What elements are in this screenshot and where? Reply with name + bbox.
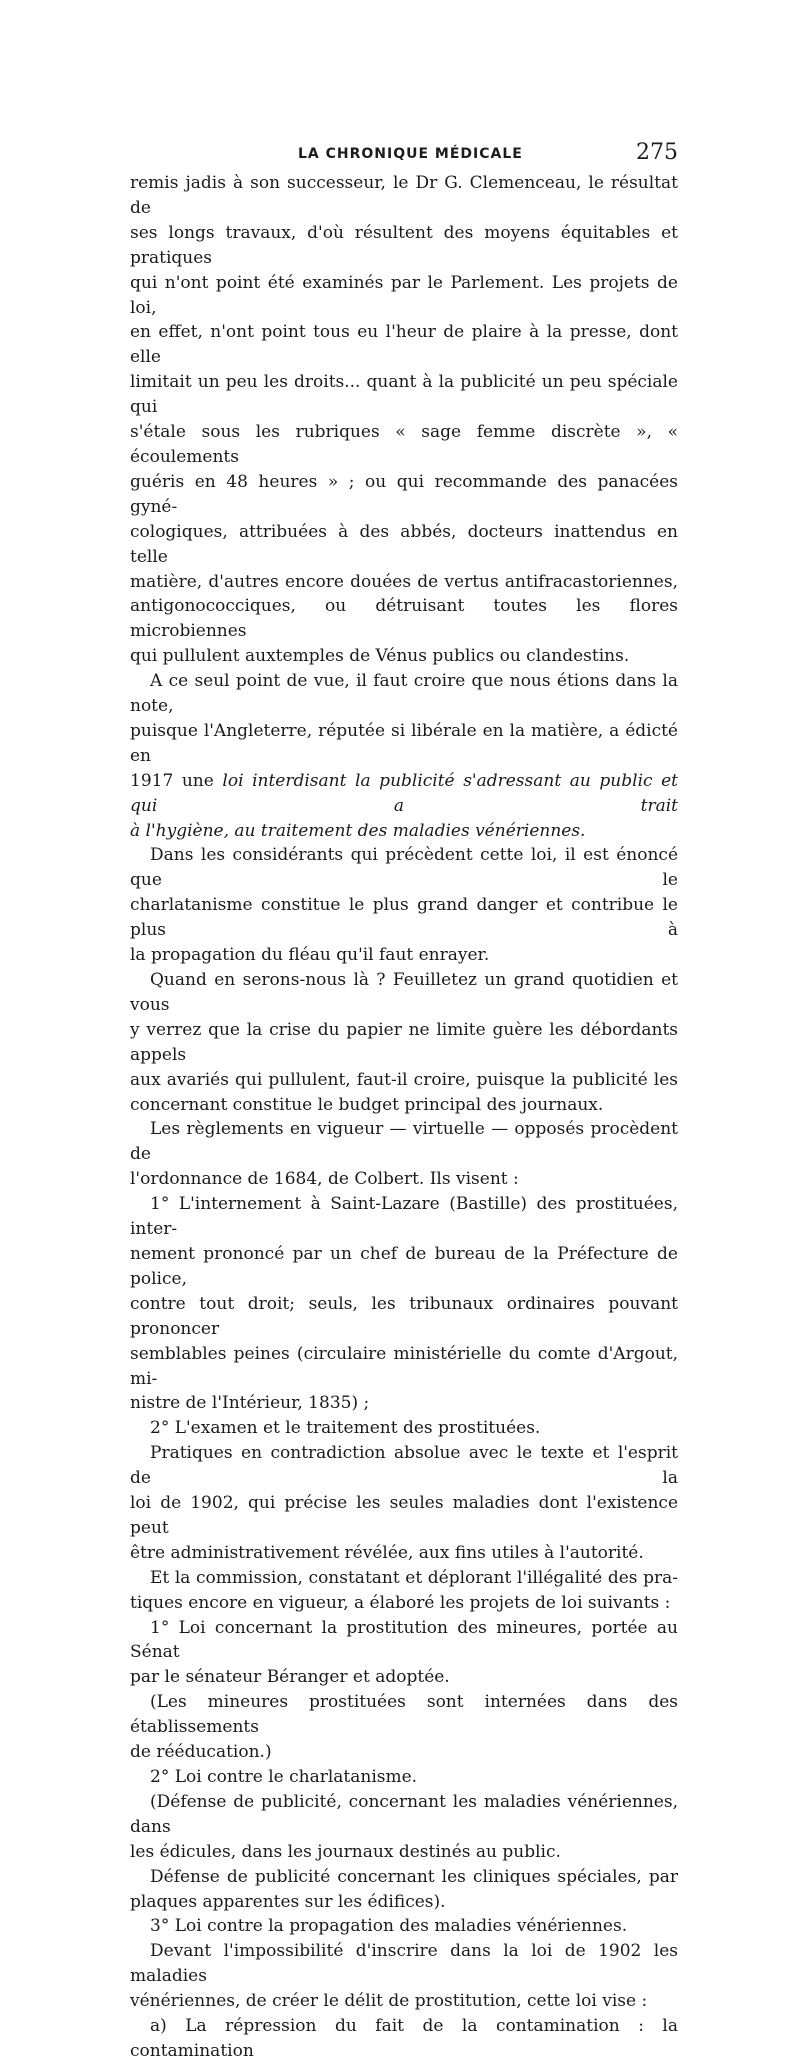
text-line: plaques apparentes sur les édifices). [130, 1891, 446, 1912]
text-line: la propagation du fléau qu'il faut enrayer. [130, 945, 490, 966]
text-line: vénériennes, de créer le délit de prostitution, cette loi vise : [130, 1991, 648, 2012]
text-line: Dans les considérants qui précèdent cette loi, il est énoncé que le [130, 845, 678, 891]
text-line: matière, d'autres encore douées de vertus antifracastoriennes, [130, 571, 678, 592]
text-body [130, 171, 678, 2064]
text-line: antigonococciques, ou détruisant toutes les flores microbiennes [130, 596, 678, 642]
text-line: de rééducation.) [130, 1742, 272, 1763]
text-line: Et la commission, constatant et déplorant l'illégalité des pra- [150, 1567, 678, 1588]
text-line: ses longs travaux, d'où résultent des moyens équitables et pratiques [130, 222, 678, 268]
text-line: loi de 1902, qui précise les seules maladies dont l'existence peut [130, 1493, 678, 1538]
text-line: aux avariés qui pullulent, faut-il croire, puisque la publicité les [130, 1069, 678, 1090]
text-line: Devant l'impossibilité d'inscrire dans la loi de 1902 les maladies [130, 1941, 678, 1987]
text-line: 2° Loi contre le charlatanisme. [150, 1767, 418, 1787]
text-line: concernant constitue le budget principal des journaux. [130, 1094, 604, 1115]
text-line: s'étale sous les rubriques « sage femme discrète », « écoulements [130, 422, 678, 467]
text-line: cologiques, attribuées à des abbés, docteurs inattendus en telle [130, 521, 678, 567]
text-line: les édicules, dans les journaux destinés au public. [130, 1841, 561, 1862]
text-line: a) La répression du fait de la contamination : la contamination [130, 2016, 678, 2061]
text-line: l'ordonnance de 1684, de Colbert. Ils visent : [130, 1169, 519, 1190]
text-line: qui pullulent auxtemples de Vénus publics ou clandestins. [130, 646, 630, 667]
italic-text: à l'hygiène, au traitement des maladies vénériennes. [130, 820, 586, 841]
text-line: A ce seul point de vue, il faut croire que nous étions dans la note, [130, 671, 678, 717]
page-number: 275 [636, 140, 678, 165]
text-line: Pratiques en contradiction absolue avec le texte et l'esprit de la [130, 1443, 678, 1489]
text-line: être administrativement révélée, aux fins utiles à l'autorité. [130, 1542, 644, 1563]
text-line: par le sénateur Béranger et adoptée. [130, 1667, 450, 1688]
text-line: (Les mineures prostituées sont internées dans des établissements [130, 1692, 678, 1738]
text-line [130, 819, 678, 844]
text-line: 1° L'internement à Saint-Lazare (Bastille) des prostituées, inter- [130, 1194, 678, 1240]
text-line: nistre de l'Intérieur, 1835) ; [130, 1393, 370, 1414]
text-line: charlatanisme constitue le plus grand danger et contribue le plus à [130, 895, 678, 941]
text-line: guéris en 48 heures » ; ou qui recommande des panacées gyné- [130, 471, 678, 517]
text-line: remis jadis à son successeur, le Dr G. Clemenceau, le résultat de [130, 173, 678, 218]
text-line: contre tout droit; seuls, les tribunaux ordinaires pouvant prononcer [130, 1293, 678, 1339]
text-line: 2° L'examen et le traitement des prostituées. [150, 1418, 541, 1439]
text-line: tiques encore en vigueur, a élaboré les projets de loi suivants : [130, 1592, 671, 1613]
text-line: Défense de publicité concernant les cliniques spéciales, par [150, 1866, 678, 1887]
text-line: y verrez que la crise du papier ne limite guère les débordants appels [130, 1019, 678, 1065]
text-line: Les règlements en vigueur — virtuelle — opposés procèdent de [130, 1119, 678, 1165]
text-line: 3° Loi contre la propagation des maladies vénériennes. [150, 1916, 628, 1937]
text-line: 1° Loi concernant la prostitution des mineures, portée au Sénat [130, 1617, 678, 1663]
text-line: en effet, n'ont point tous eu l'heur de plaire à la presse, dont elle [130, 322, 678, 368]
text-line: nement prononcé par un chef de bureau de la Préfecture de police, [130, 1243, 678, 1289]
text-line: semblables peines (circulaire ministérielle du comte d'Argout, mi- [130, 1343, 678, 1389]
italic-text: loi interdisant la publicité s'adressant au public et qui a trait [130, 770, 679, 816]
text-line: limitait un peu les droits... quant à la publicité un peu spéciale qui [130, 372, 678, 418]
text-line: puisque l'Angleterre, réputée si libérale en la matière, a édicté en [130, 720, 678, 766]
text-line: Quand en serons-nous là ? Feuilletez un grand quotidien et vous [130, 970, 678, 1015]
text-line: (Défense de publicité, concernant les maladies vénériennes, dans [130, 1791, 678, 1837]
running-title: LA CHRONIQUE MÉDICALE [298, 146, 523, 162]
running-head [130, 140, 678, 170]
text-line: 1917 une loi interdisant la publicité s'adressant au public et qui a trait [130, 770, 679, 816]
text-line: qui n'ont point été examinés par le Parlement. Les projets de loi, [130, 272, 678, 318]
